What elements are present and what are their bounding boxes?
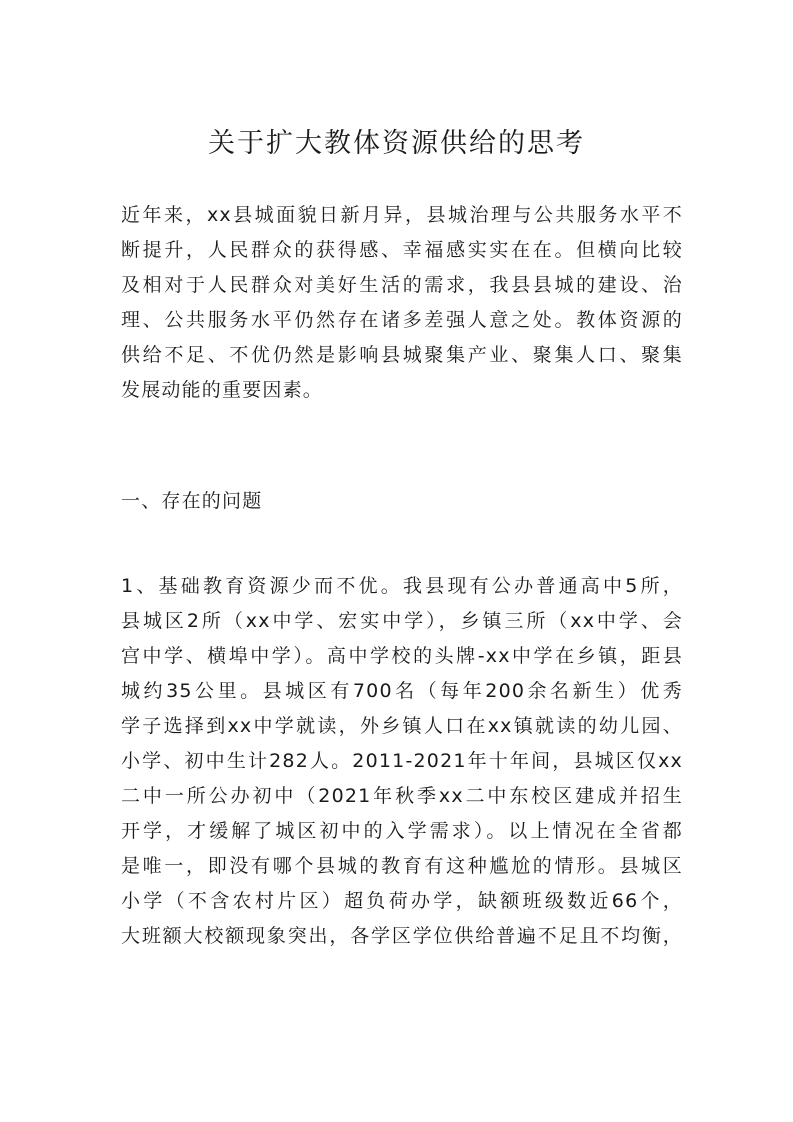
text-line: 近年来，xx县城面貌日新月异，县城治理与公共服务水平不 (121, 204, 683, 226)
text-line: 学子选择到xx中学就读，外乡镇人口在xx镇就读的幼儿园、 (121, 715, 683, 737)
text-line: 供给不足、不优仍然是影响县城聚集产业、聚集人口、聚集 (121, 344, 683, 366)
document-title: 关于扩大教体资源供给的思考 (208, 128, 585, 159)
text-line: 是唯一，即没有哪个县城的教育有这种尴尬的情形。县城区 (121, 855, 683, 877)
intro-paragraph (121, 198, 683, 408)
text-line: 理、公共服务水平仍然存在诸多差强人意之处。教体资源的 (121, 309, 683, 331)
text-line: 及相对于人民群众对美好生活的需求，我县县城的建设、治 (121, 274, 683, 296)
item1-paragraph (121, 569, 683, 954)
text-line: 城约35公里。县城区有700名（每年200余名新生）优秀 (121, 680, 683, 702)
text-line: 大班额大校额现象突出，各学区学位供给普遍不足且不均衡， (121, 925, 683, 947)
text-line: 宫中学、横埠中学）。高中学校的头牌-xx中学在乡镇，距县 (121, 645, 683, 667)
text-line: 小学（不含农村片区）超负荷办学，缺额班级数近66个， (121, 890, 683, 912)
text-line: 1、基础教育资源少而不优。我县现有公办普通高中5所， (121, 575, 683, 597)
section-heading: 一、存在的问题 (121, 490, 263, 512)
text-line: 二中一所公办初中（2021年秋季xx二中东校区建成并招生 (121, 785, 683, 807)
text-line: 发展动能的重要因素。 (121, 379, 324, 401)
text-line: 县城区2所（xx中学、宏实中学），乡镇三所（xx中学、会 (121, 610, 683, 632)
text-line: 开学，才缓解了城区初中的入学需求）。以上情况在全省都 (121, 820, 683, 842)
text-line: 小学、初中生计282人。2011-2021年十年间，县城区仅xx (121, 750, 683, 772)
text-line: 断提升，人民群众的获得感、幸福感实实在在。但横向比较 (121, 239, 683, 261)
